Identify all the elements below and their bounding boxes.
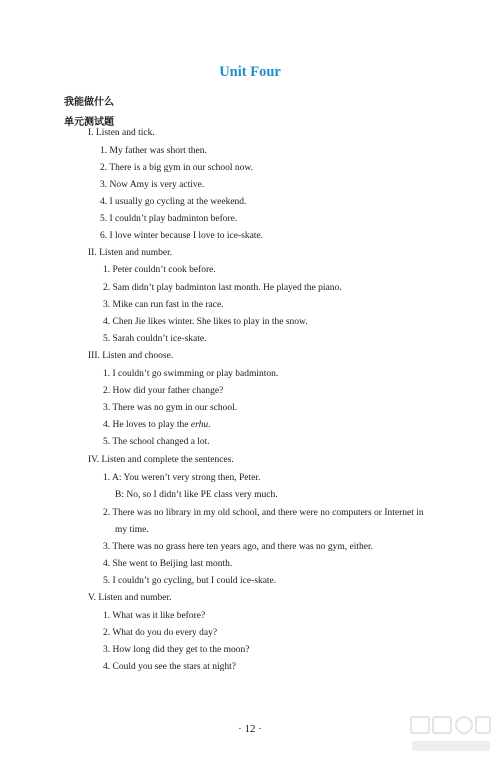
unit-title: Unit Four [219, 64, 281, 80]
section-heading-unit-test: 单元测试题 [64, 117, 114, 128]
section-IV-label: IV. Listen and complete the sentences. [88, 455, 234, 465]
list-item: 2. Sam didn’t play badminton last month. He played the piano. [103, 283, 342, 293]
list-item: 5. Sarah couldn’t ice-skate. [103, 334, 207, 344]
section-III-label: III. Listen and choose. [88, 351, 174, 361]
section-II-label: II. Listen and number. [88, 248, 173, 258]
list-item: 3. There was no grass here ten years ago, and there was no gym, either. [103, 542, 373, 552]
page-number: · 12 · [238, 723, 262, 735]
list-item: 4. He loves to play the erhu. [103, 420, 211, 430]
list-item: 3. There was no gym in our school. [103, 403, 238, 413]
list-item: 3. How long did they get to the moon? [103, 645, 250, 655]
watermark-logo [408, 714, 494, 756]
list-item: 4. She went to Beijing last month. [103, 559, 233, 569]
list-item: 2. There is a big gym in our school now. [100, 163, 254, 173]
list-item: 2. There was no library in my old school, and there were no computers or Internet in [103, 508, 424, 518]
list-item: 3. Now Amy is very active. [100, 180, 205, 190]
list-item: 1. My father was short then. [100, 146, 207, 156]
list-item: 3. Mike can run fast in the race. [103, 300, 224, 310]
section-V-label: V. Listen and number. [88, 593, 172, 603]
list-item: 1. I couldn’t go swimming or play badminton. [103, 369, 279, 379]
list-item: 5. I couldn’t go cycling, but I could ice-skate. [103, 576, 277, 586]
list-item: 5. I couldn’t play badminton before. [100, 214, 238, 224]
list-item: 4. Could you see the stars at night? [103, 662, 236, 672]
list-item: 5. The school changed a lot. [103, 437, 210, 447]
list-item: B: No, so I didn’t like PE class very much. [115, 490, 278, 500]
list-item: 2. What do you do every day? [103, 628, 218, 638]
list-item: 4. Chen Jie likes winter. She likes to play in the snow. [103, 317, 308, 327]
list-item: 6. I love winter because I love to ice-skate. [100, 231, 264, 241]
list-item: 1. A: You weren’t very strong then, Peter. [103, 473, 261, 483]
list-item: 2. How did your father change? [103, 386, 224, 396]
list-item: 1. What was it like before? [103, 611, 206, 621]
list-item: 4. I usually go cycling at the weekend. [100, 197, 247, 207]
list-item: my time. [115, 525, 149, 535]
section-I-label: I. Listen and tick. [88, 128, 155, 138]
list-item: 1. Peter couldn’t cook before. [103, 265, 216, 275]
section-heading-what-can-i-do: 我能做什么 [64, 97, 114, 108]
